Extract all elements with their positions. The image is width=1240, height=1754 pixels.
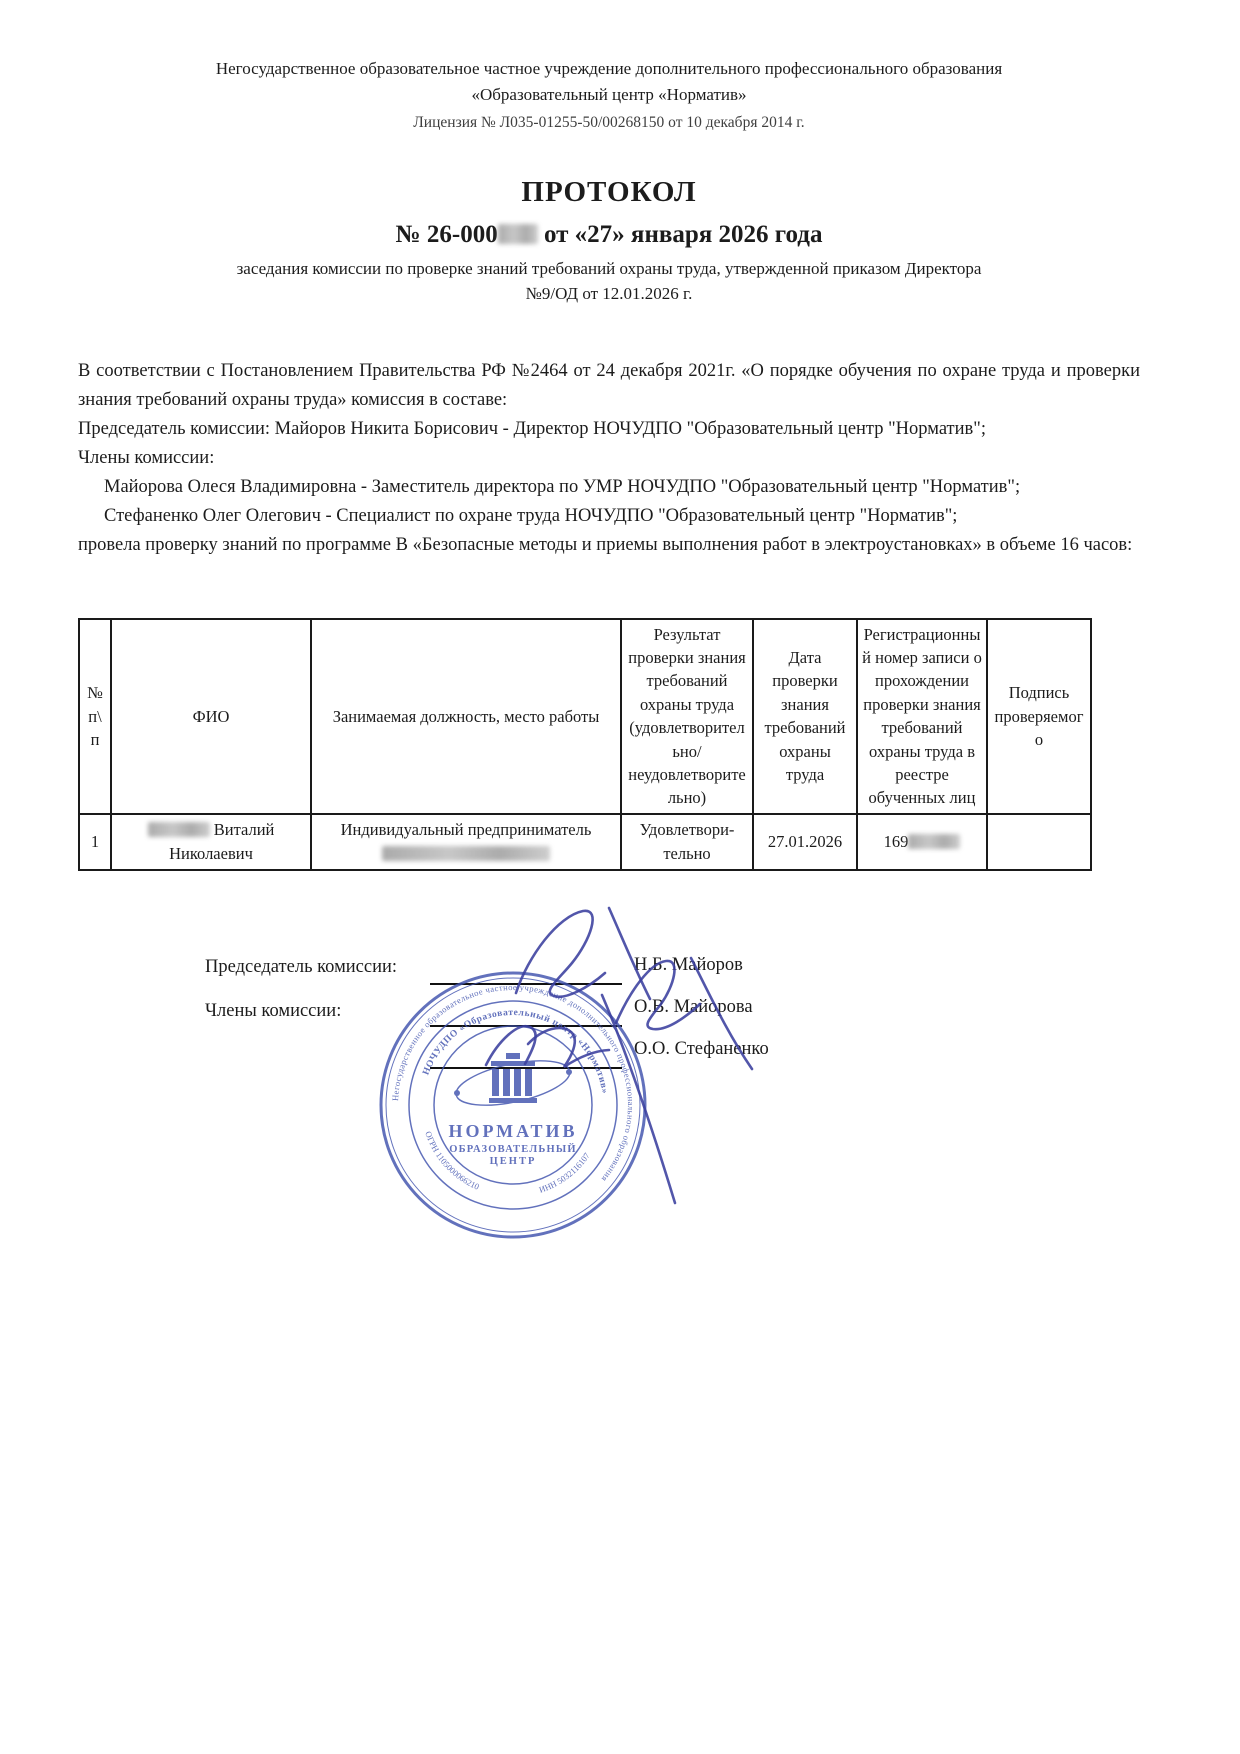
chairman-line: Председатель комиссии: Майоров Никита Борисович - Директор НОЧУДПО "Образовательный центр "Норматив"; xyxy=(78,418,986,439)
header-cell-signature: Подпись проверяемого xyxy=(987,619,1091,814)
results-table xyxy=(78,618,1092,871)
cell-signature xyxy=(987,814,1091,870)
protocol-number xyxy=(78,221,1140,249)
chairman-signature-label: Председатель комиссии: xyxy=(205,956,398,977)
protocol-number-prefix: № 26-000 xyxy=(395,221,498,249)
fio-value: Виталий Николаевич xyxy=(169,820,275,863)
protocol-number-suffix: от «27» января 2026 года xyxy=(543,221,823,249)
header-cell-fio: ФИО xyxy=(111,619,311,814)
stamp-org-ring-text: Негосударственное образовательное частное учреждение дополнительного профессионального образования xyxy=(390,981,637,1184)
protocol-subtitle xyxy=(78,257,1140,306)
header-cell-regnumber: Регистрационный номер записи о прохождении проверки знания требований охраны труда в реестре обученных лиц xyxy=(857,619,987,814)
stamp-sub1-text: ОБРАЗОВАТЕЛЬНЫЙ xyxy=(449,1143,577,1155)
members-signature-label: Члены комиссии: xyxy=(205,1000,342,1021)
cell-result: Удовлетвори-тельно xyxy=(621,814,753,870)
table-header-row xyxy=(79,619,1091,814)
subtitle-line2: №9/ОД от 12.01.2026 г. xyxy=(525,283,693,303)
cell-regnumber xyxy=(857,814,987,870)
position-value: Индивидуальный предприниматель xyxy=(340,820,592,840)
license-line: Лицензия № Л035-01255-50/00268150 от 10 декабря 2014 г. xyxy=(413,114,805,131)
header-cell-date: Дата проверки знания требований охраны труда xyxy=(753,619,857,814)
intro-paragraph: В соответствии с Постановлением Правительства РФ №2464 от 24 декабря 2021г. «О порядке обучения по охране труда и проверки знания требований охраны труда» комиссия в составе: xyxy=(78,360,1140,410)
stamp-name-text: НОРМАТИВ xyxy=(448,1120,578,1141)
header-cell-position: Занимаемая должность, место работы xyxy=(311,619,621,814)
member1-name: О.В. Майорова xyxy=(634,996,753,1017)
table-row xyxy=(79,814,1091,870)
member-line-2: Стефаненко Олег Олегович - Специалист по охране труда НОЧУДПО "Образовательный центр "Норматив"; xyxy=(104,505,958,526)
body-text xyxy=(78,357,1140,560)
reg-prefix: 169 xyxy=(883,832,909,852)
org-header xyxy=(78,56,1140,134)
members-label: Члены комиссии: xyxy=(78,447,215,468)
signature-stroke-member1 xyxy=(616,958,752,1069)
redacted-text xyxy=(498,224,538,244)
member2-name: О.О. Стефаненко xyxy=(634,1038,769,1059)
protocol-title: ПРОТОКОЛ xyxy=(521,176,697,209)
chairman-name: Н.Б. Майоров xyxy=(634,954,743,975)
handwritten-signatures xyxy=(378,901,868,1231)
org-name-line2: «Образовательный центр «Норматив» xyxy=(471,84,747,104)
stamp-ogrn-text: ОГРН 1105000066210 xyxy=(423,1129,481,1192)
stamp-inn-text: ИНН 5032116107 xyxy=(537,1150,592,1195)
stamp-inner-ring-text: НОЧУДПО «Образовательный центр «Норматив» xyxy=(421,1007,610,1095)
org-name-line1: Негосударственное образовательное частное учреждение дополнительного профессионального образования xyxy=(215,59,1003,78)
subtitle-line1: заседания комиссии по проверке знаний требований охраны труда, утвержденной приказом Директора xyxy=(236,259,982,279)
header-cell-num: № п\п xyxy=(79,619,111,814)
redacted-text xyxy=(908,834,960,849)
cell-position xyxy=(311,814,621,870)
signature-stroke-chairman xyxy=(516,908,650,999)
cell-num: 1 xyxy=(79,814,111,870)
header-cell-result: Результат проверки знания требований охраны труда (удовлетворительно/неудовлетворительно) xyxy=(621,619,753,814)
member-line-1: Майорова Олеся Владимировна - Заместитель директора по УМР НОЧУДПО "Образовательный центр "Норматив"; xyxy=(104,476,1021,497)
redacted-text xyxy=(148,822,210,837)
signature-block xyxy=(78,937,1140,1557)
cell-fio xyxy=(111,814,311,870)
stamp-sub2-text: ЦЕНТР xyxy=(489,1155,537,1167)
program-line: провела проверку знаний по программе В «Безопасные методы и приемы выполнения работ в электроустановках» в объеме 16 часов: xyxy=(78,534,1133,555)
redacted-text xyxy=(382,846,550,861)
cell-date: 27.01.2026 xyxy=(753,814,857,870)
